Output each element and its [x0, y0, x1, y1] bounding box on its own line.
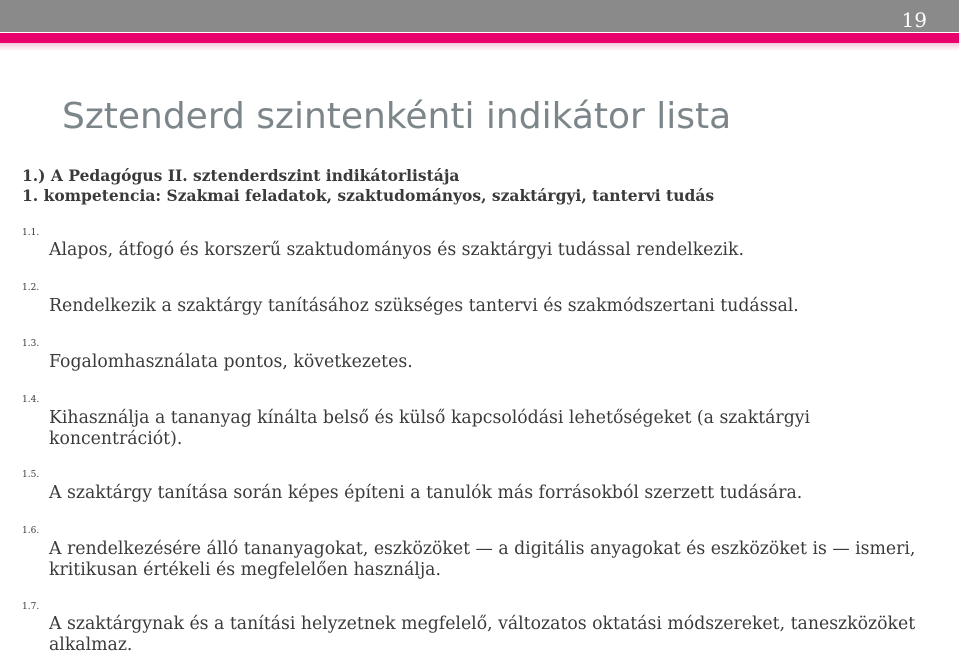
item-number: 1.6. — [22, 526, 40, 536]
item-number: 1.2. — [22, 283, 40, 293]
item-text: A szaktárgy tanítása során képes építeni a tanulók más forrásokból szerzett tudására. — [49, 483, 803, 503]
accent-stripe — [0, 33, 959, 43]
item-number: 1.5. — [22, 470, 40, 480]
accent-shadow — [0, 43, 959, 51]
item-number: 1.3. — [22, 339, 40, 349]
item-number: 1.1. — [22, 228, 40, 238]
top-bar — [0, 0, 959, 32]
item-text: A szaktárgynak és a tanítási helyzetnek megfelelő, változatos oktatási módszereket, taneszközöket alkalmaz. — [49, 614, 916, 655]
item-text: Kihasználja a tananyag kínálta belső és külső kapcsolódási lehetőségeket (a szaktárgyi koncentrációt). — [49, 408, 811, 449]
item-number: 1.4. — [22, 395, 40, 405]
heading-competency: 1. kompetencia: Szakmai feladatok, szaktudományos, szaktárgyi, tantervi tudás — [22, 186, 715, 205]
item-text: Alapos, átfogó és korszerű szaktudományos és szaktárgyi tudással rendelkezik. — [49, 240, 745, 260]
item-text: Fogalomhasználata pontos, következetes. — [49, 352, 413, 372]
heading-level: 1.) A Pedagógus II. sztenderdszint indikátorlistája — [22, 166, 460, 185]
item-number: 1.7. — [22, 602, 40, 612]
slide-title: Sztenderd szintenkénti indikátor lista — [62, 96, 732, 137]
slide-number: 19 — [901, 8, 927, 32]
item-text: A rendelkezésére álló tananyagokat, eszközöket — a digitális anyagokat és eszközöket is — ismeri, kritikusan értékeli és megfelelően használja. — [49, 539, 916, 580]
item-text: Rendelkezik a szaktárgy tanításához szükséges tantervi és szakmódszertani tudással. — [49, 296, 799, 316]
